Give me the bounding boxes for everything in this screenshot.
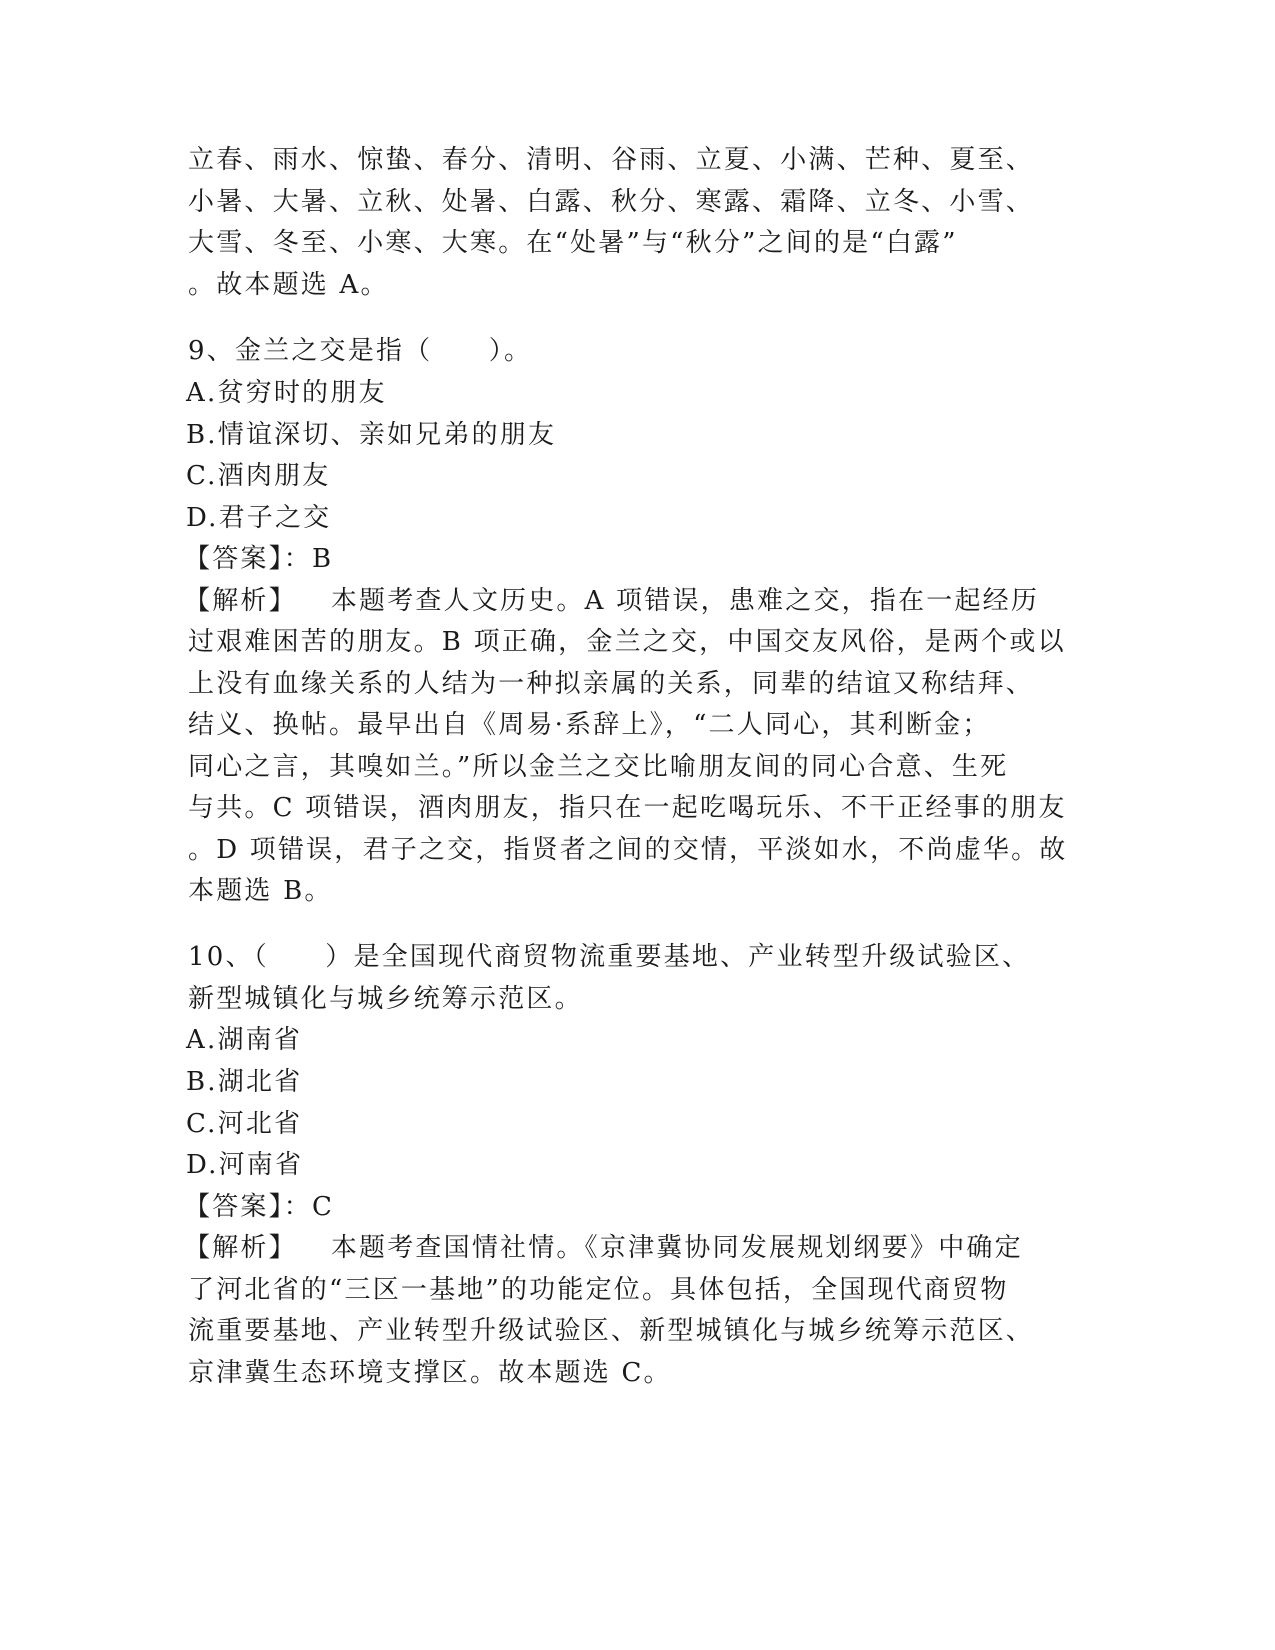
q9-analysis-line-3: 上没有血缘关系的人结为一种拟亲属的关系，同辈的结谊又称结拜、 <box>188 669 1035 699</box>
q9-option-b: B.情谊深切、亲如兄弟的朋友 <box>186 420 557 450</box>
q9-analysis-line-7: 。D 项错误，君子之交，指贤者之间的交情，平淡如水，不尚虚华。故 <box>188 835 1068 865</box>
q10-analysis-line-2: 了河北省的“三区一基地”的功能定位。具体包括，全国现代商贸物 <box>188 1275 1009 1305</box>
q9-analysis-label: 【解析】 <box>184 586 297 616</box>
q10-answer-value: C <box>312 1192 335 1222</box>
q10-answer-label: 【答案】： <box>184 1192 313 1222</box>
prev-explanation-line-3: 大雪、冬至、小寒、大寒。在“处暑”与“秋分”之间的是“白露” <box>188 228 958 258</box>
q9-analysis-row <box>184 584 1039 618</box>
q10-analysis-line-1: 本题考查国情社情。《京津冀协同发展规划纲要》中确定 <box>330 1233 1023 1263</box>
q9-analysis-line-1: 本题考查人文历史。A 项错误，患难之交，指在一起经历 <box>330 586 1040 616</box>
q10-option-c: C.河北省 <box>186 1109 303 1139</box>
q9-analysis-line-8: 本题选 B。 <box>188 876 333 906</box>
q10-analysis-label: 【解析】 <box>184 1233 297 1263</box>
prev-explanation-line-1: 立春、雨水、惊蛰、春分、清明、谷雨、立夏、小满、芒种、夏至、 <box>188 145 1035 175</box>
q10-question-line-1: 10、（ ）是全国现代商贸物流重要基地、产业转型升级试验区、 <box>188 942 1031 972</box>
q9-option-c: C.酒肉朋友 <box>186 461 331 491</box>
q9-analysis-line-2: 过艰难困苦的朋友。B 项正确，金兰之交，中国交友风俗，是两个或以 <box>188 627 1066 657</box>
q9-option-d: D.君子之交 <box>186 503 332 533</box>
q10-question-line-2: 新型城镇化与城乡统筹示范区。 <box>188 984 583 1014</box>
q9-analysis-line-6: 与共。C 项错误，酒肉朋友，指只在一起吃喝玩乐、不干正经事的朋友 <box>188 793 1067 823</box>
q10-option-a: A.湖南省 <box>186 1025 303 1055</box>
prev-explanation-line-4: 。故本题选 A。 <box>188 270 389 300</box>
q9-question: 9、金兰之交是指（ ）。 <box>188 336 533 366</box>
q9-analysis-line-5: 同心之言，其嗅如兰。”所以金兰之交比喻朋友间的同心合意、生死 <box>188 752 1009 782</box>
q9-answer-value: B <box>312 544 334 574</box>
prev-explanation-line-2: 小暑、大暑、立秋、处暑、白露、秋分、寒露、霜降、立冬、小雪、 <box>188 187 1035 217</box>
q10-analysis-line-3: 流重要基地、产业转型升级试验区、新型城镇化与城乡统筹示范区、 <box>188 1316 1035 1346</box>
q9-analysis-line-4: 结义、换帖。最早出自《周易·系辞上》，“二人同心，其利断金； <box>188 710 991 740</box>
q10-analysis-row <box>184 1231 1023 1265</box>
q10-option-d: D.河南省 <box>186 1150 304 1180</box>
q9-answer-row <box>184 542 333 576</box>
q10-option-b: B.湖北省 <box>186 1067 303 1097</box>
q10-analysis-line-4: 京津冀生态环境支撑区。故本题选 C。 <box>188 1358 672 1388</box>
q9-option-a: A.贫穷时的朋友 <box>186 378 387 408</box>
q9-answer-label: 【答案】： <box>184 544 313 574</box>
q10-answer-row <box>184 1190 334 1224</box>
